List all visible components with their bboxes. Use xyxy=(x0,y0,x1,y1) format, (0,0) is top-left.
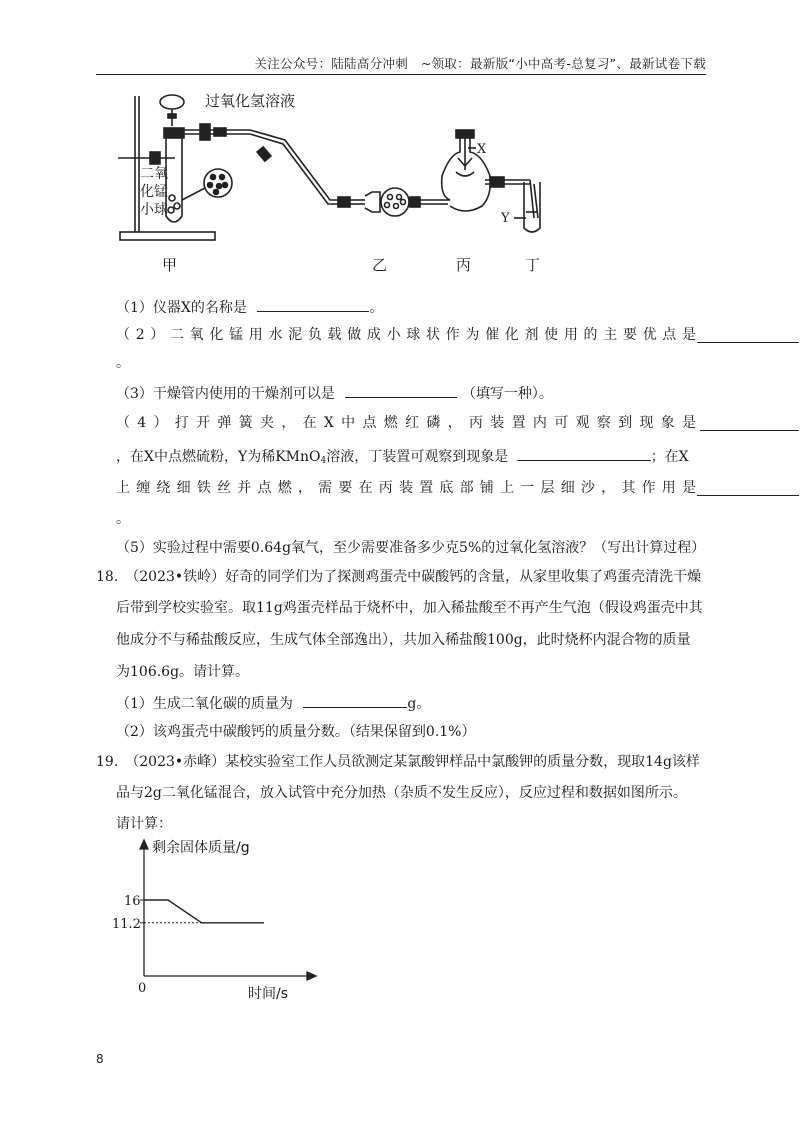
x-axis-arrow xyxy=(307,972,316,980)
q18-sub1 xyxy=(116,693,430,714)
x-axis-label: 时间/s xyxy=(248,986,289,1002)
page-header xyxy=(96,54,706,75)
q17-p4b-sub: 4 xyxy=(320,456,327,466)
q17-p4b-pre: ，在X中点燃硫粉，Y为稀KMnO xyxy=(116,449,321,465)
q17-p3-end: （填写一种）。 xyxy=(461,386,553,402)
answer-blank xyxy=(700,416,799,431)
q19-line1: 19. （2023•赤峰）某校实验室工作人员欲测定某氯酸钾样品中氯酸钾的质量分数，现取14g该样 xyxy=(96,754,700,770)
q17-part5: （5）实验过程中需要0.64g氧气，至少需要准备多少克5%的过氧化氢溶液？（写出计算过程） xyxy=(116,540,706,556)
answer-blank xyxy=(517,446,651,461)
q18-line4: 为106.6g。请计算。 xyxy=(116,664,250,680)
q18-line3: 他成分不与稀盐酸反应，生成气体全部逸出），共加入稀盐酸100g，此时烧杯内混合物的质量 xyxy=(116,632,691,648)
apparatus-diagram xyxy=(110,88,570,278)
q17-p1-end: 。 xyxy=(369,300,384,316)
q18-line2: 后带到学校实验室。取11g鸡蛋壳样品于烧杯中，加入稀盐酸至不再产生气泡（假设鸡蛋壳中其 xyxy=(116,600,703,616)
q17-part4a xyxy=(116,413,696,433)
q18-s1-text: （1）生成二氧化碳的质量为 xyxy=(116,696,293,712)
mass-time-graph xyxy=(110,836,330,1006)
label-yi: 乙 xyxy=(372,256,388,274)
q17-part3 xyxy=(116,383,553,404)
label-h2o2: 过氧化氢溶液 xyxy=(205,92,296,110)
answer-blank xyxy=(697,481,799,496)
q19-line2: 品与2g二氧化锰混合，放入试管中充分加热（杂质不发生反应），反应过程和数据如图所示。 xyxy=(116,785,687,801)
y-tick-16: 16 xyxy=(124,894,141,909)
y-tick-11-2: 11.2 xyxy=(112,916,141,932)
q18-s1-end: g。 xyxy=(407,696,431,712)
answer-blank xyxy=(697,328,799,343)
q17-p4a-text: （4）打开弹簧夹，在X中点燃红磷，丙装置内可观察到现象是 xyxy=(116,415,696,431)
label-mno2-b: 化锰 xyxy=(140,184,168,200)
answer-blank xyxy=(303,693,407,708)
answer-blank xyxy=(257,297,369,312)
label-bing: 丙 xyxy=(456,256,472,274)
q17-part2 xyxy=(116,325,696,345)
q17-part4c xyxy=(116,478,696,498)
q17-part1 xyxy=(116,297,383,318)
q17-part4b xyxy=(116,446,689,471)
q18-sub2: （2）该鸡蛋壳中碳酸钙的质量分数。（结果保留到0.1%） xyxy=(116,724,476,740)
y-axis-label: 剩余固体质量/g xyxy=(152,840,250,856)
page-number: 8 xyxy=(96,1052,104,1066)
label-mno2-a: 二氧 xyxy=(140,166,168,182)
q17-p2-text: （2）二氧化锰用水泥负载做成小球状作为催化剂使用的主要优点是 xyxy=(116,327,696,343)
label-y: Y xyxy=(501,211,510,226)
header-text: 关注公众号：陆陆高分冲刺 ~领取：最新版“小中高考-总复习”、最新试卷下载 xyxy=(254,56,706,71)
mass-curve xyxy=(144,900,264,923)
q17-p4c-text: 上缠绕细铁丝并点燃，需要在丙装置底部铺上一层细沙，其作用是 xyxy=(116,480,696,496)
label-mno2-c: 小球 xyxy=(140,202,168,218)
origin-label: 0 xyxy=(138,981,147,996)
label-ding: 丁 xyxy=(525,256,541,274)
y-axis-arrow xyxy=(140,840,148,849)
q17-p2-end: 。 xyxy=(116,355,130,371)
q17-p4b-end: ；在X xyxy=(650,449,689,465)
label-x: X xyxy=(477,142,487,157)
label-jia: 甲 xyxy=(162,256,178,274)
q17-p4d: 。 xyxy=(116,511,130,527)
q17-p3-text: （3）干燥管内使用的干燥剂可以是 xyxy=(116,386,335,402)
q17-p4b-mid: 溶液，丁装置可观察到现象是 xyxy=(326,449,509,465)
q17-p1-text: （1）仪器X的名称是 xyxy=(116,300,247,316)
answer-blank xyxy=(345,383,457,398)
q19-line3: 请计算： xyxy=(116,816,172,832)
q18-line1: 18. （2023•铁岭）好奇的同学们为了探测鸡蛋壳中碳酸钙的含量，从家里收集了鸡蛋壳清洗干燥 xyxy=(96,569,702,585)
